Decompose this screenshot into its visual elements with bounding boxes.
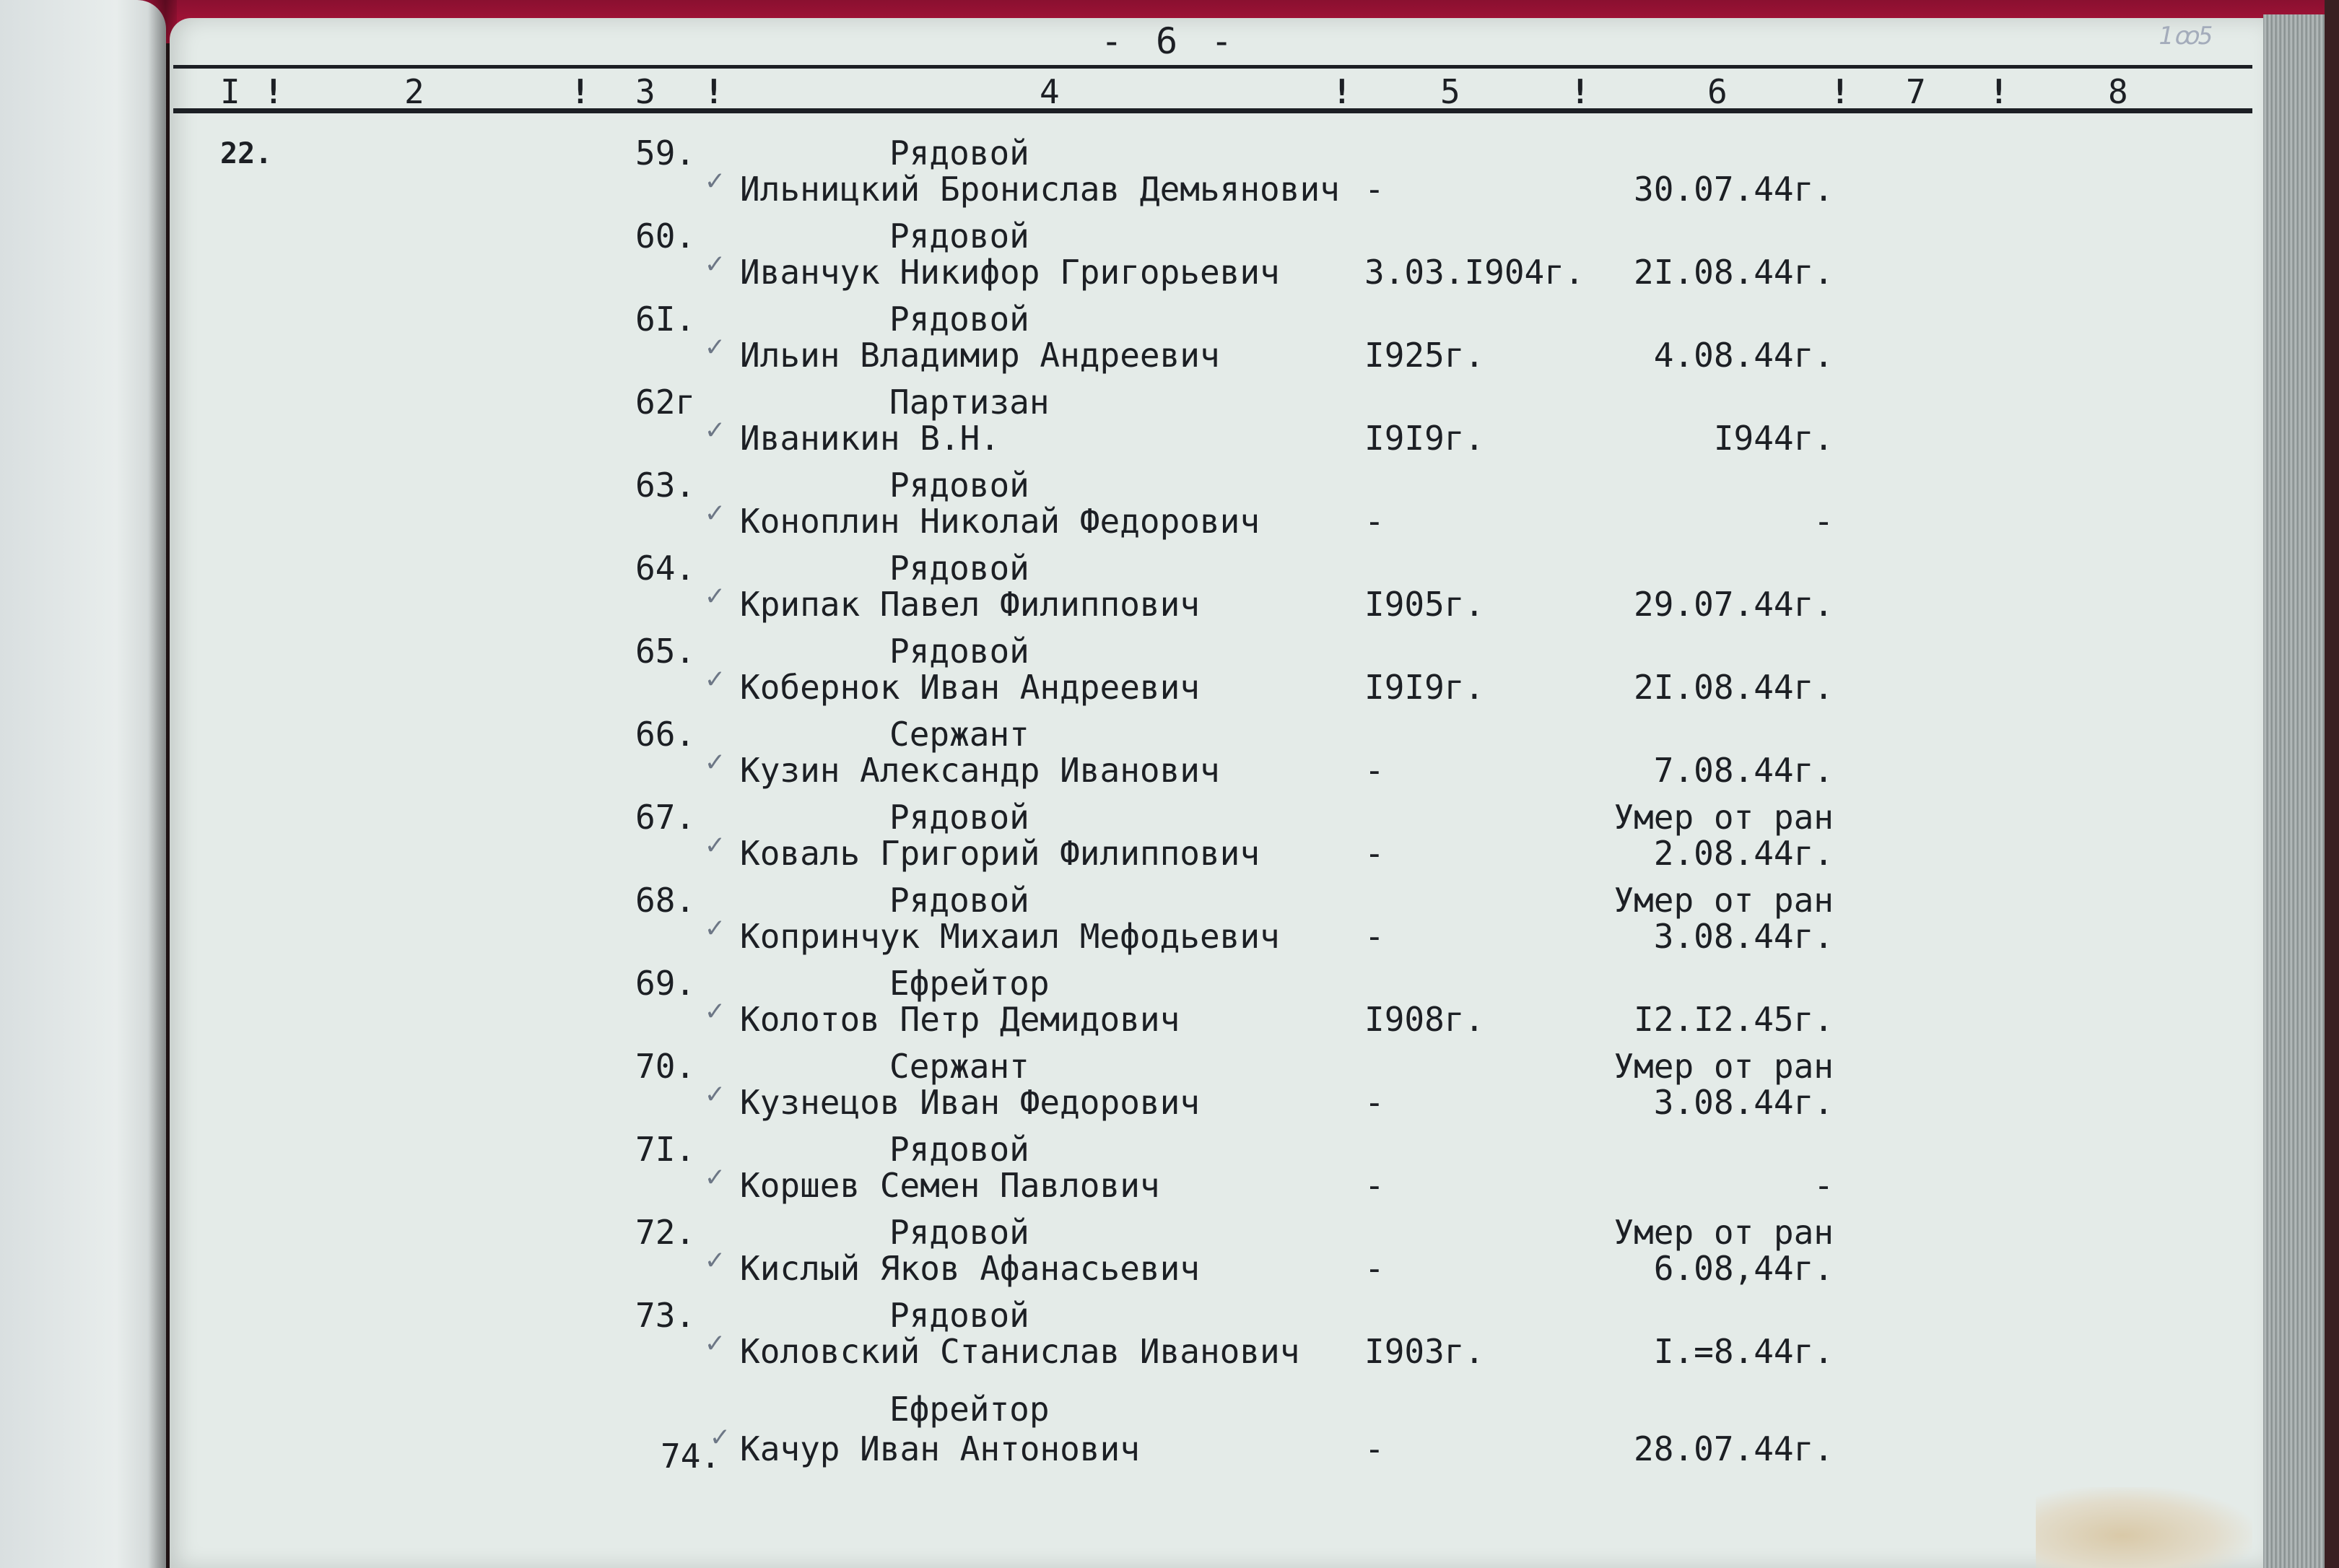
entry-note: Умер от ран [1613,1213,1834,1252]
entry-number: 67. [635,798,696,837]
entry-rank: Рядовой [889,300,1029,339]
entry-rank: Рядовой [889,798,1029,837]
entry-number: 63. [635,466,696,505]
entry-number: 74. [661,1437,721,1476]
list-item [0,383,2166,466]
list-item [0,964,2166,1047]
check-mark-icon: ✓ [706,164,724,197]
list-item [0,300,2166,383]
entry-name: Колотов Петр Демидович [740,1000,1180,1039]
entry-birth: I908г. [1364,1000,1485,1039]
entry-name: Копринчук Михаил Мефодьевич [740,917,1280,956]
page-stack-edge [2263,14,2325,1568]
archive-folio-mark: 1ꝏ5 [2159,22,2213,51]
column-header-4: 4 [1040,72,1060,111]
list-item [0,1213,2166,1296]
entry-date: 7.08.44г. [1653,751,1834,790]
entry-note: Умер от ран [1613,1047,1834,1086]
entry-date: 3.08.44г. [1653,1083,1834,1122]
check-mark-icon: ✓ [706,828,724,861]
entry-name: Кобернок Иван Андреевич [740,668,1200,707]
list-item [0,134,2166,217]
entry-number: 73. [635,1296,696,1335]
entry-rank: Рядовой [889,466,1029,505]
header-rule-top [173,65,2252,69]
entry-name: Кузнецов Иван Федорович [740,1083,1200,1122]
entry-date: 6.08,44г. [1653,1249,1834,1288]
column-separator: ! [1570,72,1590,111]
list-item [0,466,2166,549]
entry-rank: Сержант [889,1047,1029,1086]
list-item [0,1390,2166,1476]
check-mark-icon: ✓ [706,662,724,695]
check-mark-icon: ✓ [706,330,724,363]
entry-note: Умер от ран [1613,798,1834,837]
check-mark-icon: ✓ [706,994,724,1027]
check-mark-icon: ✓ [706,413,724,446]
entry-rank: Ефрейтор [889,1390,1050,1429]
entry-birth: - [1364,502,1385,541]
entry-number: 69. [635,964,696,1003]
entry-birth: I905г. [1364,585,1485,624]
check-mark-icon: ✓ [706,1326,724,1359]
entry-number: 68. [635,881,696,920]
entry-name: Ильницкий Бронислав Демьянович [740,170,1340,209]
paper-stain [2036,1487,2252,1568]
list-item [0,549,2166,632]
entry-number: 70. [635,1047,696,1086]
entry-rank: Рядовой [889,1296,1029,1335]
entry-note: Умер от ран [1613,881,1834,920]
column-separator: ! [1830,72,1850,111]
column-header-2: 2 [404,72,424,111]
entry-date: I2.I2.45г. [1634,1000,1834,1039]
entry-number: 72. [635,1213,696,1252]
row-marker: 22. [220,137,273,170]
entry-rank: Рядовой [889,632,1029,671]
check-mark-icon: ✓ [706,579,724,612]
entry-name: Иванчук Никифор Григорьевич [740,253,1280,292]
entry-number: 64. [635,549,696,588]
check-mark-icon: ✓ [706,1160,724,1193]
entry-date: - [1813,1166,1834,1205]
column-separator: ! [704,72,724,111]
entry-name: Ильин Владимир Андреевич [740,336,1220,375]
entry-name: Кислый Яков Афанасьевич [740,1249,1200,1288]
entry-number: 59. [635,134,696,173]
entry-rank: Партизан [889,383,1050,422]
entry-date: 30.07.44г. [1634,170,1834,209]
entry-birth: 3.03.I904г. [1364,253,1585,292]
entry-date: 2I.08.44г. [1634,253,1834,292]
entry-rank: Рядовой [889,1130,1029,1169]
list-item [0,217,2166,300]
entry-name: Коноплин Николай Федорович [740,502,1260,541]
list-item [0,715,2166,798]
column-header-3: 3 [635,72,655,111]
list-item [0,1130,2166,1213]
entry-date: 29.07.44г. [1634,585,1834,624]
entry-number: 62г [635,383,696,422]
entry-rank: Рядовой [889,217,1029,256]
column-header-7: 7 [1906,72,1926,111]
column-separator: ! [1989,72,2009,111]
column-header-8: 8 [2108,72,2128,111]
entry-rank: Рядовой [889,134,1029,173]
entry-name: Коловский Станислав Иванович [740,1332,1300,1371]
column-header-1: I [220,72,240,111]
entry-birth: - [1364,170,1385,209]
page-number: - 6 - [1100,20,1239,62]
entry-birth: - [1364,1083,1385,1122]
entry-rank: Ефрейтор [889,964,1050,1003]
entry-birth: I9I9г. [1364,668,1485,707]
entry-birth: - [1364,751,1385,790]
entry-rank: Рядовой [889,549,1029,588]
entry-rank: Сержант [889,715,1029,754]
entry-birth: - [1364,1166,1385,1205]
entry-number: 66. [635,715,696,754]
check-mark-icon: ✓ [711,1420,729,1453]
check-mark-icon: ✓ [706,1243,724,1276]
entry-date: 4.08.44г. [1653,336,1834,375]
entry-name: Кузин Александр Иванович [740,751,1220,790]
entry-birth: - [1364,917,1385,956]
check-mark-icon: ✓ [706,1077,724,1110]
entry-birth: I9I9г. [1364,419,1485,458]
entry-name: Коршев Семен Павлович [740,1166,1160,1205]
entry-number: 65. [635,632,696,671]
book-cover-right [2325,0,2339,1568]
list-item [0,1296,2166,1379]
entry-name: Крипак Павел Филиппович [740,585,1200,624]
check-mark-icon: ✓ [706,247,724,280]
column-separator: ! [1332,72,1352,111]
entry-rank: Рядовой [889,1213,1029,1252]
check-mark-icon: ✓ [706,496,724,529]
entry-birth: - [1364,1249,1385,1288]
entry-date: 2I.08.44г. [1634,668,1834,707]
entry-number: 60. [635,217,696,256]
check-mark-icon: ✓ [706,911,724,944]
entry-birth: - [1364,1429,1385,1468]
entry-name: Качур Иван Антонович [740,1429,1140,1468]
entry-birth: I925г. [1364,336,1485,375]
entry-date: 28.07.44г. [1634,1429,1834,1468]
entry-birth: - [1364,834,1385,873]
column-header-5: 5 [1440,72,1460,111]
entry-number: 7I. [635,1130,696,1169]
list-item [0,798,2166,881]
entry-date: 3.08.44г. [1653,917,1834,956]
list-item [0,881,2166,964]
entry-date: I.=8.44г. [1653,1332,1834,1371]
list-item [0,1047,2166,1130]
column-separator: ! [263,72,284,111]
check-mark-icon: ✓ [706,745,724,778]
entry-date: - [1813,502,1834,541]
entry-name: Иваникин В.Н. [740,419,1001,458]
entry-number: 6I. [635,300,696,339]
column-separator: ! [570,72,591,111]
entry-date: I944г. [1713,419,1834,458]
entry-birth: I903г. [1364,1332,1485,1371]
column-header-6: 6 [1707,72,1728,111]
list-item [0,632,2166,715]
entry-date: 2.08.44г. [1653,834,1834,873]
entry-name: Коваль Григорий Филиппович [740,834,1260,873]
entry-rank: Рядовой [889,881,1029,920]
header-rule-bottom [173,108,2252,113]
